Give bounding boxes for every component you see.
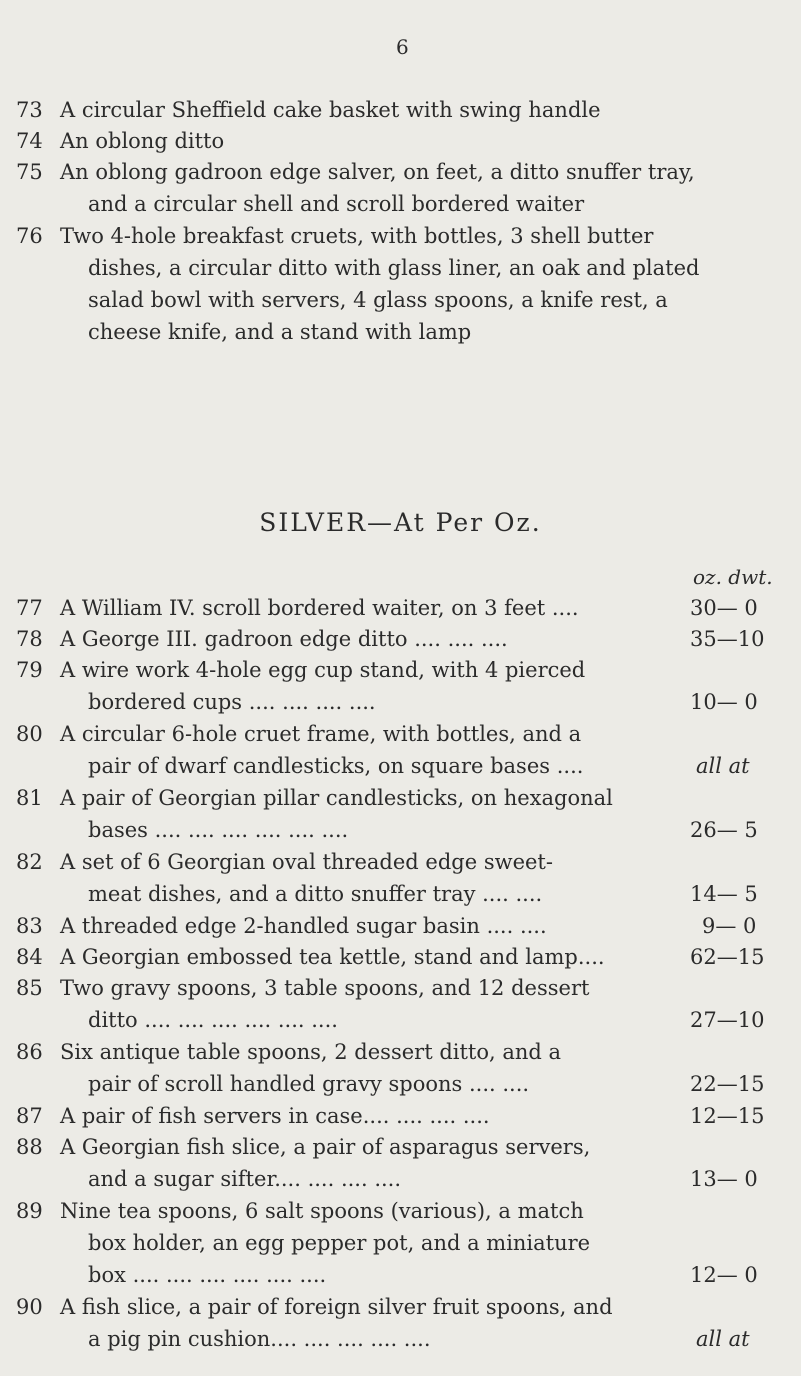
price-units-header: oz. dwt. bbox=[693, 565, 773, 589]
lot-description-line: A threaded edge 2-handled sugar basin .... .... bbox=[60, 914, 547, 938]
lot-price: 26— 5 bbox=[690, 818, 758, 842]
lot-description-line: A Georgian fish slice, a pair of asparagus servers, bbox=[60, 1135, 591, 1159]
lot-number: 84 bbox=[16, 945, 43, 969]
lot-description-line: and a sugar sifter.... .... .... .... bbox=[88, 1167, 402, 1191]
lot-description-line: pair of dwarf candlesticks, on square bases .... bbox=[88, 754, 584, 778]
lot-description-line: A pair of fish servers in case.... .... .... .... bbox=[60, 1104, 490, 1128]
lot-description-line: Six antique table spoons, 2 dessert ditto, and a bbox=[60, 1040, 562, 1064]
lot-description-line: Two gravy spoons, 3 table spoons, and 12 dessert bbox=[60, 976, 590, 1000]
lot-price: 27—10 bbox=[690, 1008, 765, 1032]
lot-description-line: A circular 6-hole cruet frame, with bottles, and a bbox=[60, 722, 582, 746]
lot-price: 12—15 bbox=[690, 1104, 765, 1128]
lot-description-line: A fish slice, a pair of foreign silver fruit spoons, and bbox=[60, 1295, 613, 1319]
lot-description-line: cheese knife, and a stand with lamp bbox=[88, 320, 472, 344]
lot-number: 81 bbox=[16, 786, 43, 810]
lot-price: all at bbox=[696, 1327, 750, 1351]
lot-description-line: bordered cups .... .... .... .... bbox=[88, 690, 376, 714]
lot-description-line: pair of scroll handled gravy spoons .... .... bbox=[88, 1072, 530, 1096]
lot-description-line: A wire work 4-hole egg cup stand, with 4 pierced bbox=[60, 658, 586, 682]
lot-description-line: A circular Sheffield cake basket with swing handle bbox=[60, 98, 601, 122]
lot-description-line: dishes, a circular ditto with glass liner, an oak and plated bbox=[88, 256, 700, 280]
lot-price: 62—15 bbox=[690, 945, 765, 969]
lot-price: 13— 0 bbox=[690, 1167, 758, 1191]
lot-number: 73 bbox=[16, 98, 43, 122]
lot-description-line: box .... .... .... .... .... .... bbox=[88, 1263, 327, 1287]
lot-description-line: A pair of Georgian pillar candlesticks, on hexagonal bbox=[60, 786, 613, 810]
section-heading-silver: SILVER—At Per Oz. bbox=[259, 508, 542, 537]
lot-price: 35—10 bbox=[690, 627, 765, 651]
lot-number: 89 bbox=[16, 1199, 43, 1223]
lot-number: 76 bbox=[16, 224, 43, 248]
lot-description-line: An oblong gadroon edge salver, on feet, a ditto snuffer tray, bbox=[60, 160, 695, 184]
lot-description-line: Nine tea spoons, 6 salt spoons (various), a match bbox=[60, 1199, 584, 1223]
lot-description-line: salad bowl with servers, 4 glass spoons, a knife rest, a bbox=[88, 288, 668, 312]
lot-number: 77 bbox=[16, 596, 43, 620]
lot-description-line: Two 4-hole breakfast cruets, with bottles, 3 shell butter bbox=[60, 224, 654, 248]
lot-description-line: box holder, an egg pepper pot, and a miniature bbox=[88, 1231, 591, 1255]
lot-number: 74 bbox=[16, 129, 43, 153]
lot-price: 9— 0 bbox=[702, 914, 757, 938]
lot-description-line: A George III. gadroon edge ditto .... .... .... bbox=[60, 627, 508, 651]
lot-number: 80 bbox=[16, 722, 43, 746]
page-number: 6 bbox=[396, 35, 409, 59]
lot-description-line: A William IV. scroll bordered waiter, on 3 feet .... bbox=[60, 596, 579, 620]
lot-number: 83 bbox=[16, 914, 43, 938]
lot-price: 12— 0 bbox=[690, 1263, 758, 1287]
lot-number: 75 bbox=[16, 160, 43, 184]
lot-description-line: A set of 6 Georgian oval threaded edge sweet- bbox=[60, 850, 553, 874]
lot-number: 87 bbox=[16, 1104, 43, 1128]
lot-number: 79 bbox=[16, 658, 43, 682]
lot-description-line: A Georgian embossed tea kettle, stand and lamp.... bbox=[60, 945, 605, 969]
lot-number: 82 bbox=[16, 850, 43, 874]
lot-price: 10— 0 bbox=[690, 690, 758, 714]
lot-price: 30— 0 bbox=[690, 596, 758, 620]
lot-price: all at bbox=[696, 754, 750, 778]
lot-description-line: and a circular shell and scroll bordered waiter bbox=[88, 192, 585, 216]
lot-number: 86 bbox=[16, 1040, 43, 1064]
lot-number: 88 bbox=[16, 1135, 43, 1159]
lot-price: 22—15 bbox=[690, 1072, 765, 1096]
lot-description-line: An oblong ditto bbox=[60, 129, 225, 153]
lot-number: 78 bbox=[16, 627, 43, 651]
lot-price: 14— 5 bbox=[690, 882, 758, 906]
lot-number: 90 bbox=[16, 1295, 43, 1319]
lot-number: 85 bbox=[16, 976, 43, 1000]
lot-description-line: a pig pin cushion.... .... .... .... .... bbox=[88, 1327, 431, 1351]
lot-description-line: ditto .... .... .... .... .... .... bbox=[88, 1008, 338, 1032]
lot-description-line: meat dishes, and a ditto snuffer tray .... .... bbox=[88, 882, 543, 906]
lot-description-line: bases .... .... .... .... .... .... bbox=[88, 818, 349, 842]
